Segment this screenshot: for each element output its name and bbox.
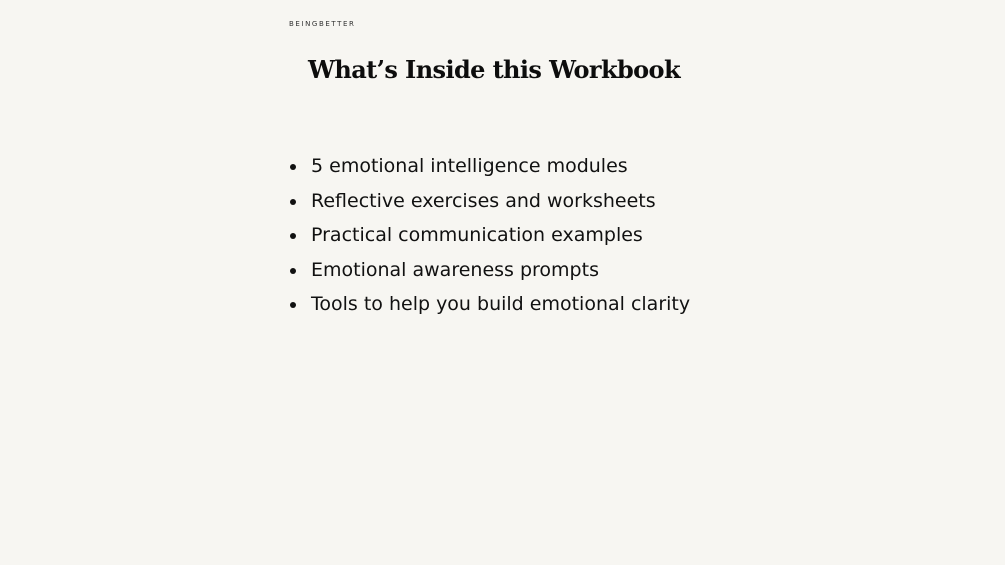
brand-label: BEINGBETTER	[289, 20, 356, 28]
contents-list	[289, 149, 690, 322]
list-item-text: Practical communication examples	[311, 224, 643, 246]
list-item	[289, 218, 690, 253]
bullet-icon	[290, 164, 296, 170]
list-item-text: 5 emotional intelligence modules	[311, 155, 628, 177]
bullet-icon	[290, 199, 296, 205]
list-item	[289, 287, 690, 322]
page-title: What’s Inside this Workbook	[308, 55, 680, 84]
bullet-icon	[290, 233, 296, 239]
bullet-icon	[290, 302, 296, 308]
list-item	[289, 253, 690, 288]
list-item-text: Reflective exercises and worksheets	[311, 189, 656, 212]
list-item	[289, 184, 690, 219]
list-item-text: Emotional awareness prompts	[311, 258, 599, 281]
list-item	[289, 149, 690, 184]
bullet-icon	[290, 268, 296, 274]
list-item-text: Tools to help you build emotional clarity	[311, 293, 691, 315]
